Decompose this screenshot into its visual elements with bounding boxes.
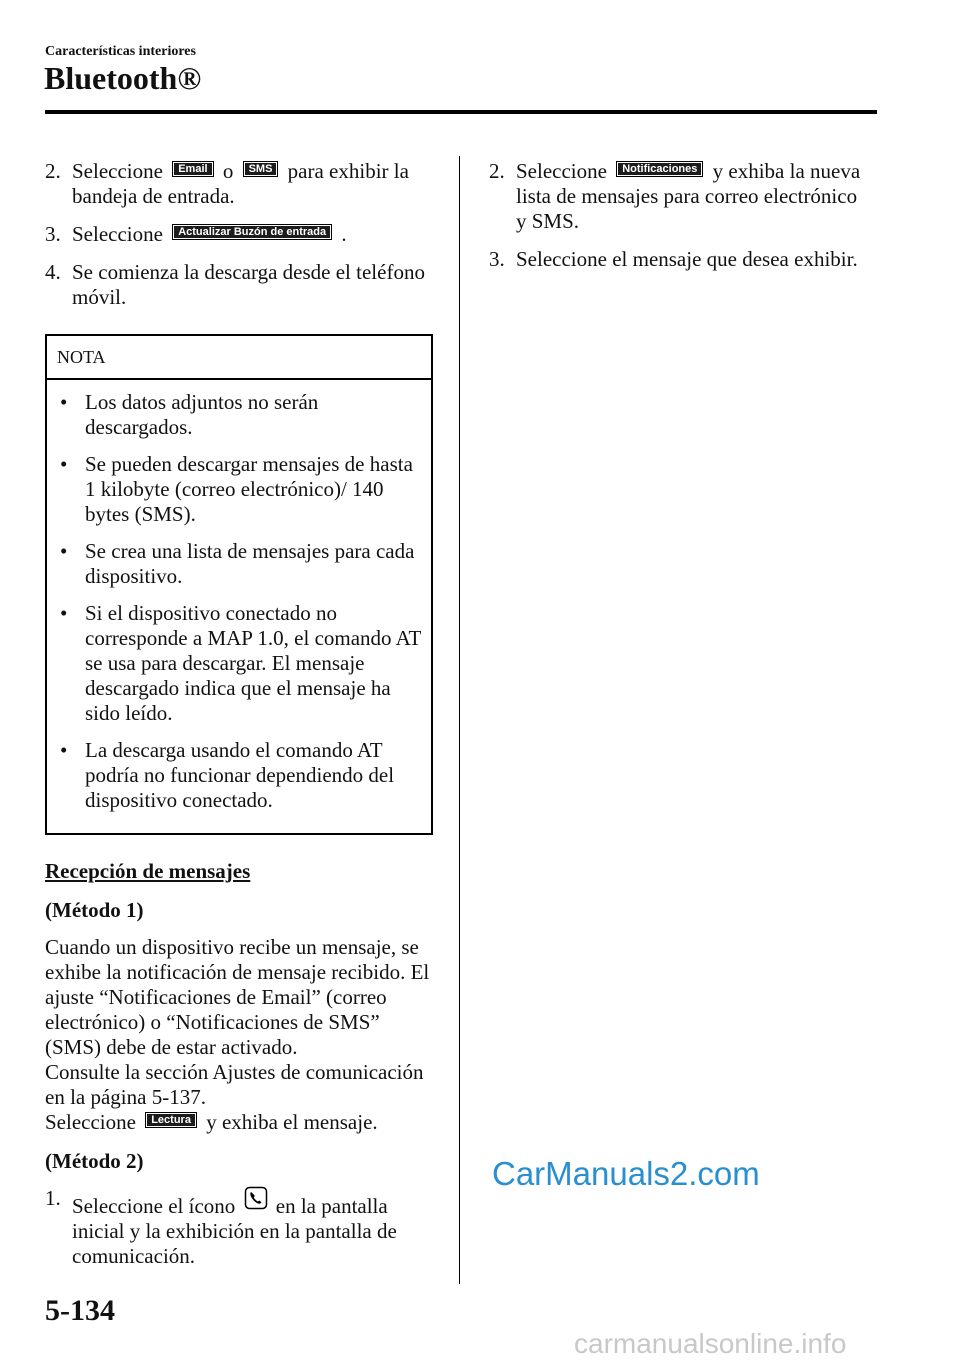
bullet-dot: • <box>60 390 68 414</box>
paragraph-text: Cuando un dispositivo recibe un mensaje, se exhibe la notificación de mensaje recibido. El ajuste “Notificaciones de Email” (correo electrónico) o “Notificaciones de SMS” (SMS) debe de estar activado. <box>45 935 430 1059</box>
read-button[interactable]: Lectura <box>145 1112 197 1128</box>
step-number: 1. <box>45 1186 61 1210</box>
step-3-left <box>45 222 435 247</box>
step-2-left <box>45 159 435 209</box>
bullet-dot: • <box>60 452 68 476</box>
paragraph-reference: Consulte la sección Ajustes de comunicación en la página 5-137. <box>45 1060 424 1109</box>
step-3-right <box>489 247 869 272</box>
method-1-paragraph <box>45 935 435 1135</box>
bullet-dot: • <box>60 738 68 762</box>
method-2-heading: (Método 2) <box>45 1149 144 1173</box>
note-bullet <box>57 738 421 813</box>
column-divider <box>459 156 460 1284</box>
step-number: 2. <box>489 159 505 183</box>
phone-icon[interactable] <box>244 1186 268 1216</box>
note-bullet <box>57 390 421 440</box>
bullet-text: La descarga usando el comando AT podría no funcionar dependiendo del dispositivo conectado. <box>85 738 395 812</box>
left-column <box>45 159 435 1282</box>
step-text <box>516 159 869 234</box>
step-text-pre: Seleccione <box>72 159 163 183</box>
paragraph-text-post: y exhiba el mensaje. <box>206 1110 378 1134</box>
note-bullet <box>57 601 421 726</box>
step-number: 2. <box>45 159 61 183</box>
step-text-post: para exhibir la bandeja de entrada. <box>72 159 409 208</box>
step-number: 3. <box>489 247 505 271</box>
step-text-pre: Seleccione el ícono <box>72 1194 236 1218</box>
update-inbox-button[interactable]: Actualizar Buzón de entrada <box>172 224 332 240</box>
right-column <box>489 159 869 285</box>
notifications-button[interactable]: Notificaciones <box>616 161 703 177</box>
bullet-text: Los datos adjuntos no serán descargados. <box>85 390 319 439</box>
step-text-post: . <box>341 222 347 246</box>
step-text-post: y exhiba la nueva lista de mensajes para correo electrónico y SMS. <box>516 159 861 233</box>
email-button[interactable]: Email <box>172 161 213 177</box>
step-4-left <box>45 260 435 310</box>
bullet-text: Si el dispositivo conectado no corresponde a MAP 1.0, el comando AT se usa para descargar. El mensaje descargado indica que el mensaje ha sido leído. <box>85 601 421 725</box>
bullet-text: Se pueden descargar mensajes de hasta 1 kilobyte (correo electrónico)/ 140 bytes (SMS). <box>85 452 413 526</box>
sms-button[interactable]: SMS <box>243 161 279 177</box>
step-text <box>72 222 435 247</box>
page-number: 5-134 <box>45 1294 115 1327</box>
watermark-carmanuals2: CarManuals2.com <box>492 1155 760 1192</box>
section-heading: Características interiores <box>45 44 196 59</box>
step-number: 3. <box>45 222 61 246</box>
step-text-pre: Seleccione <box>72 222 163 246</box>
note-bullet <box>57 452 421 527</box>
step-text <box>72 159 435 209</box>
method-2-step-1 <box>45 1186 435 1269</box>
footer-watermark-url: carmanualsonline.info <box>574 1328 847 1359</box>
bullet-dot: • <box>60 601 68 625</box>
paragraph-text-pre: Seleccione <box>45 1110 136 1134</box>
subheading-message-reception: Recepción de mensajes <box>45 859 251 883</box>
step-text: Se comienza la descarga desde el teléfono móvil. <box>72 260 425 309</box>
page-title: Bluetooth® <box>44 60 202 96</box>
bullet-text: Se crea una lista de mensajes para cada dispositivo. <box>85 539 415 588</box>
step-text <box>72 1186 435 1269</box>
header-rule <box>45 110 877 114</box>
note-body <box>47 380 431 833</box>
step-2-right <box>489 159 869 234</box>
step-text-mid: o <box>222 159 234 183</box>
step-text: Seleccione el mensaje que desea exhibir. <box>516 247 858 271</box>
step-text-pre: Seleccione <box>516 159 607 183</box>
method-1-heading: (Método 1) <box>45 898 144 922</box>
step-number: 4. <box>45 260 61 284</box>
note-box <box>45 334 433 835</box>
note-heading: NOTA <box>47 336 431 380</box>
bullet-dot: • <box>60 539 68 563</box>
step-text-post: en la pantalla inicial y la exhibición en la pantalla de comunicación. <box>72 1194 397 1268</box>
note-bullet <box>57 539 421 589</box>
